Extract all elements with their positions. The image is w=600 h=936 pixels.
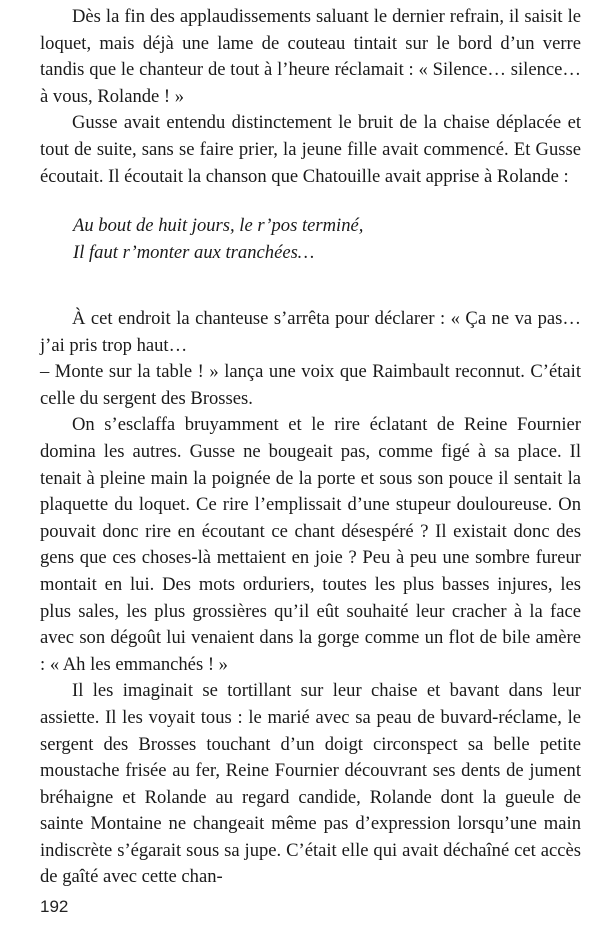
paragraph: Gusse avait entendu distinctement le bruit de la chaise déplacée et tout de suite, sans se faire prier, la jeune fille avait commencé. Et Gusse écoutait. Il écoutait la chanson que Chatouille avait apprise à Rolande :: [40, 112, 581, 187]
paragraph: À cet endroit la chanteuse s’arrêta pour déclarer : « Ça ne va pas… j’ai pris trop haut…: [40, 308, 581, 356]
paragraph: Il les imaginait se tortillant sur leur chaise et bavant dans leur assiette. Il les voyait tous : le marié avec sa peau de buvard-réclame, le sergent des Brosses touchant d’un doigt circonspect sa belle petite moustache frisée au fer, Reine Fournier découvrant ses dents de jument bréhaigne et Rolande au regard candide, Rolande dont la gueule de sainte Montaine ne changeait même pas d’expression lorsqu’une main indiscrète s’égarait sous sa jupe. C’était elle qui avait déchaîné cet accès de gaîté avec cette chan-: [40, 680, 581, 888]
paragraph: Dès la fin des applaudissements saluant le dernier refrain, il saisit le loquet, mais déjà une lame de couteau tintait sur le bord d’un verre tandis que le chanteur de tout à l’heure réclamait : « Silence… silence… à vous, Rolande ! »: [40, 6, 581, 107]
page-number: 192: [40, 897, 69, 916]
body-text-top: [40, 4, 581, 190]
verse-line: Au bout de huit jours, le r’pos terminé,: [73, 215, 364, 236]
paragraph: On s’esclaffa bruyamment et le rire éclatant de Reine Fournier domina les autres. Gusse ne bougeait pas, comme figé à sa place. Il tenait à pleine main la poignée de la porte et sous son pouce il sentait la plaquette du loquet. Ce rire l’emplissait d’une stupeur douloureuse. On pouvait donc rire en écoutant ce chant désespéré ? Il existait donc des gens que ces choses-là mettaient en joie ? Peu à peu une sombre fureur montait en lui. Des mots orduriers, toutes les plus basses injures, les plus sales, les plus grossières qu’il eût souhaité leur cracher à la face avec son dégoût lui venaient dans la gorge comme un flot de bile amère : « Ah les emmanchés ! »: [40, 414, 581, 675]
body-text-bottom: [40, 306, 581, 891]
verse-line: Il faut r’monter aux tranchées…: [73, 241, 315, 263]
dialogue-line: – Monte sur la table ! » lança une voix que Raimbault reconnut. C’était celle du sergent des Brosses.: [40, 361, 581, 409]
song-verse: [73, 213, 363, 266]
